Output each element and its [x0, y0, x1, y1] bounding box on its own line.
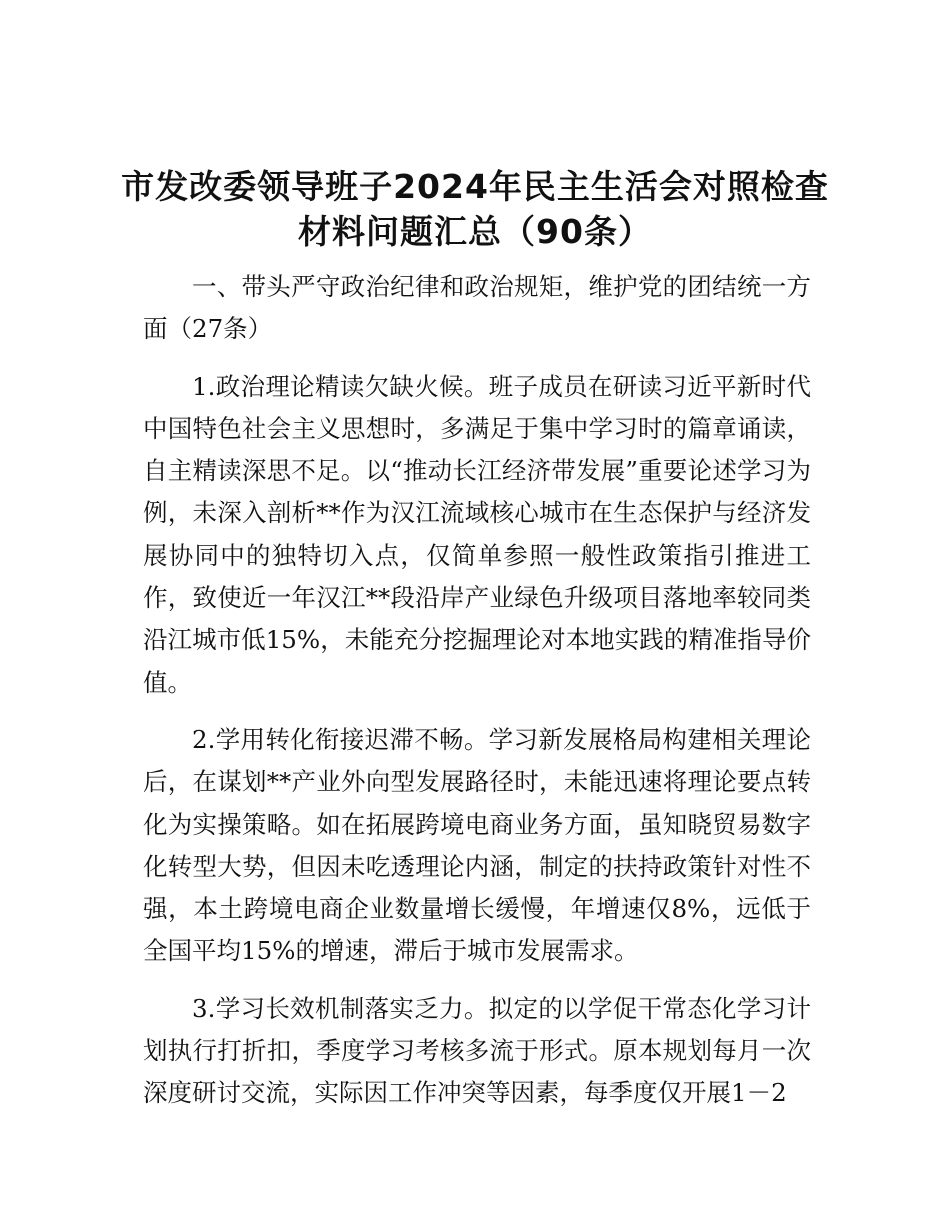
paragraph-item-2: 2.学用转化衔接迟滞不畅。学习新发展格局构建相关理论后，在谋划**产业外向型发展路径时，未能迅速将理论要点转化为实操策略。如在拓展跨境电商业务方面，虽知晓贸易数字化转型大势，但因未吃透理论内涵，制定的扶持政策针对性不强，本土跨境电商企业数量增长缓慢，年增速仅8%，远低于全国平均15%的增速，滞后于城市发展需求。	[143, 724, 811, 966]
paragraph-item-3: 3.学习长效机制落实乏力。拟定的以学促干常态化学习计划执行打折扣，季度学习考核多流于形式。原本规划每月一次深度研讨交流，实际因工作冲突等因素，每季度仅开展1－2	[143, 993, 811, 1108]
section-heading: 一、带头严守政治纪律和政治规矩，维护党的团结统一方面（27条）	[143, 272, 811, 344]
document-body	[143, 266, 811, 1130]
document-title-line-1: 市发改委领导班子2024年民主生活会对照检查	[121, 167, 829, 206]
document-title-line-2: 材料问题汇总（90条）	[298, 212, 652, 251]
paragraph-item-1: 1.政治理论精读欠缺火候。班子成员在研读习近平新时代中国特色社会主义思想时，多满足于集中学习时的篇章诵读，自主精读深思不足。以“推动长江经济带发展”重要论述学习为例，未深入剖析**作为汉江流域核心城市在生态保护与经济发展协同中的独特切入点，仅简单参照一般性政策指引推进工作，致使近一年汉江**段沿岸产业绿色升级项目落地率较同类沿江城市低15%，未能充分挖掘理论对本地实践的精准指导价值。	[143, 371, 811, 697]
